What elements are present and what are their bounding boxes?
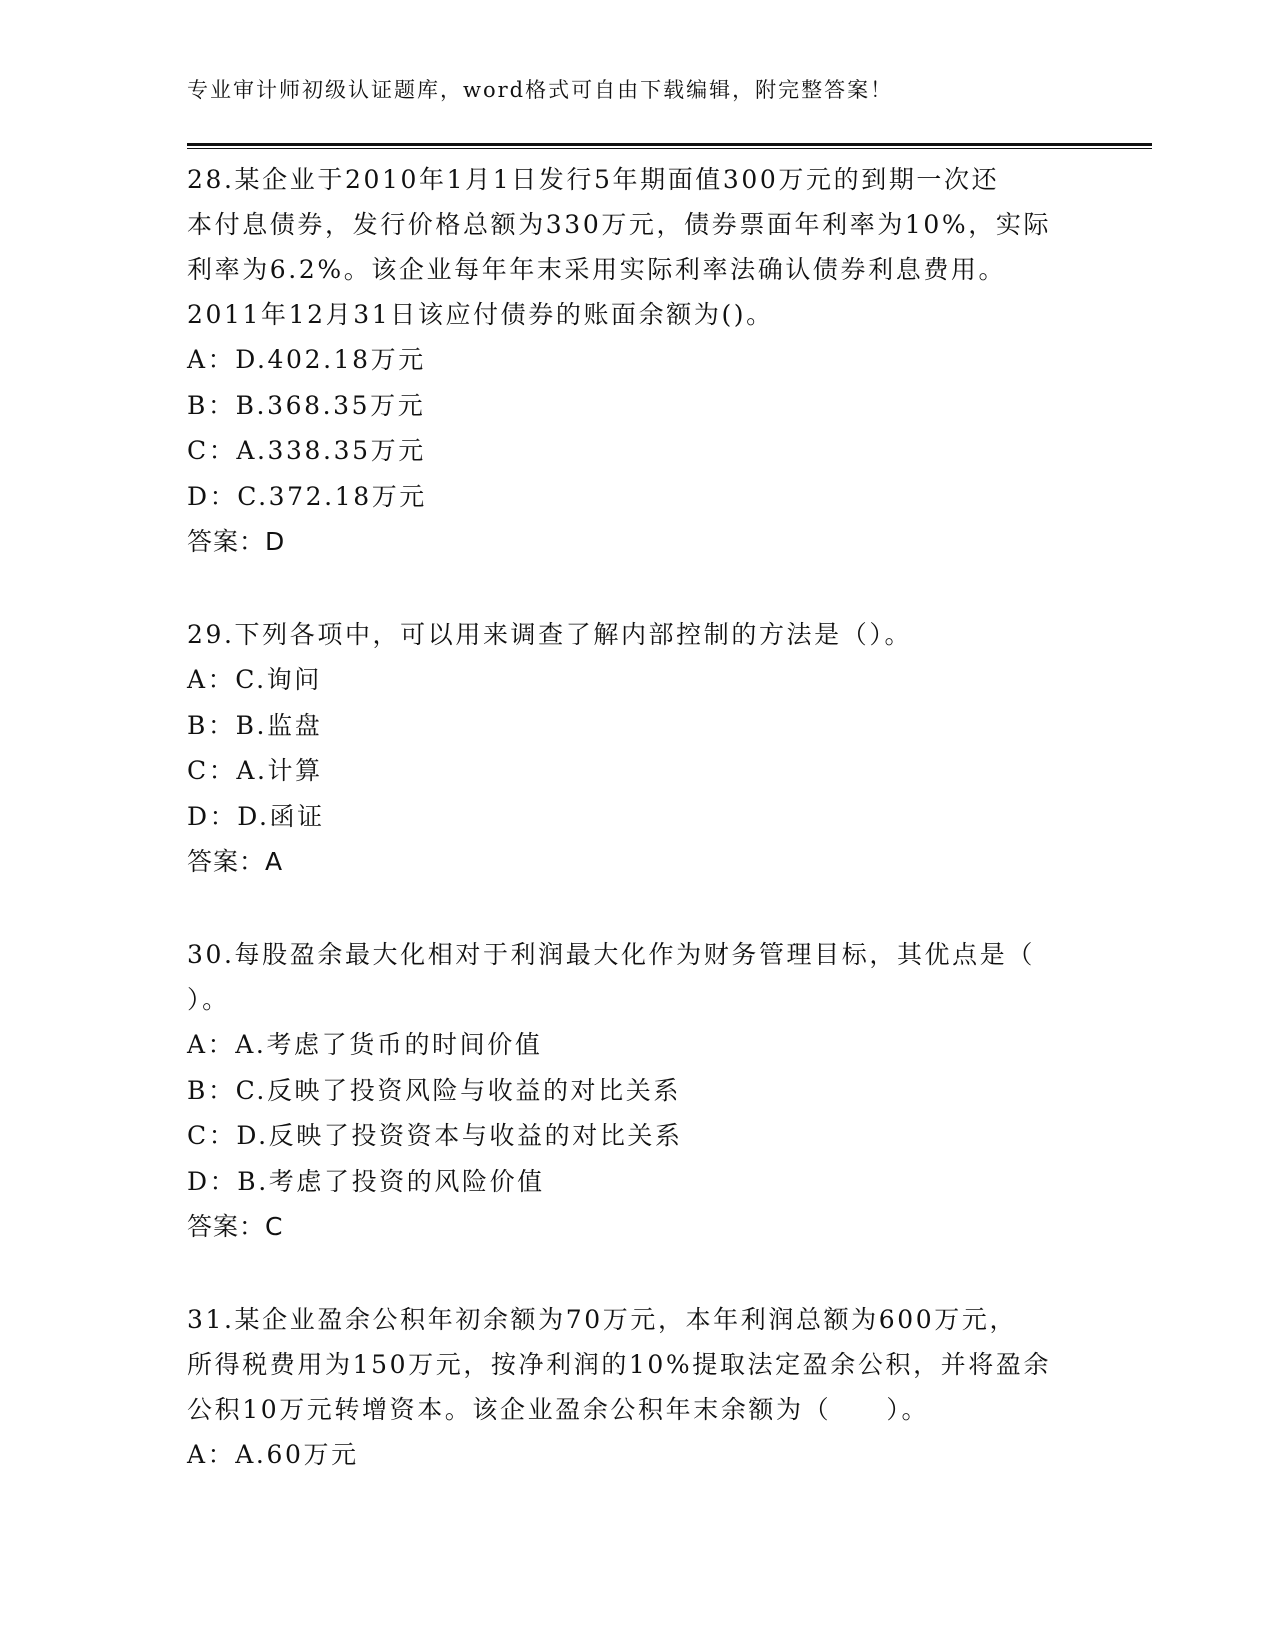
question-text-line: 28.某企业于2010年1月1日发行5年期面值300万元的到期一次还 bbox=[187, 165, 1000, 194]
page-header: 专业审计师初级认证题库，word格式可自由下载编辑，附完整答案！ bbox=[187, 78, 894, 102]
answer-line: 答案：C bbox=[187, 1212, 284, 1241]
option-b: B：B.监盘 bbox=[187, 710, 323, 740]
option-b: B：B.368.35万元 bbox=[187, 390, 426, 420]
option-c: C：A.计算 bbox=[187, 756, 323, 785]
option-a: A：C.询问 bbox=[187, 665, 322, 694]
question-text-line: 公积10万元转增资本。该企业盈余公积年末余额为（ ）。 bbox=[187, 1395, 930, 1424]
question-text-line: 本付息债券，发行价格总额为330万元，债券票面年利率为10%，实际 bbox=[187, 210, 1052, 239]
option-c: C：D.反映了投资资本与收益的对比关系 bbox=[187, 1121, 683, 1150]
option-c: C：A.338.35万元 bbox=[187, 436, 426, 465]
option-a: A：A.考虑了货币的时间价值 bbox=[187, 1030, 543, 1059]
header-rule-thin bbox=[187, 148, 1152, 149]
question-30 bbox=[187, 932, 1087, 1249]
question-text-line: 29.下列各项中，可以用来调查了解内部控制的方法是（）。 bbox=[187, 620, 913, 649]
option-d: D：B.考虑了投资的风险价值 bbox=[187, 1166, 545, 1196]
question-31 bbox=[187, 1297, 1087, 1478]
question-text-line: 31.某企业盈余公积年初余额为70万元，本年利润总额为600万元， bbox=[187, 1305, 1018, 1334]
option-a: A：D.402.18万元 bbox=[187, 345, 426, 374]
question-text-line: ）。 bbox=[187, 985, 230, 1014]
option-d: D：C.372.18万元 bbox=[187, 481, 427, 511]
question-28 bbox=[187, 157, 1087, 564]
question-29 bbox=[187, 612, 1087, 884]
option-d: D：D.函证 bbox=[187, 801, 325, 831]
question-text-line: 所得税费用为150万元，按净利润的10%提取法定盈余公积，并将盈余 bbox=[187, 1350, 1052, 1379]
question-text-line: 2011年12月31日该应付债券的账面余额为()。 bbox=[187, 300, 774, 329]
question-list bbox=[187, 157, 1087, 1526]
header-rule-thick bbox=[187, 143, 1152, 146]
question-text-line: 30.每股盈余最大化相对于利润最大化作为财务管理目标，其优点是（ bbox=[187, 940, 1035, 969]
question-text-line: 利率为6.2%。该企业每年年末采用实际利率法确认债券利息费用。 bbox=[187, 255, 1007, 284]
answer-line: 答案：D bbox=[187, 527, 286, 556]
option-b: B：C.反映了投资风险与收益的对比关系 bbox=[187, 1075, 681, 1105]
option-a: A：A.60万元 bbox=[187, 1440, 359, 1469]
answer-line: 答案：A bbox=[187, 847, 284, 876]
